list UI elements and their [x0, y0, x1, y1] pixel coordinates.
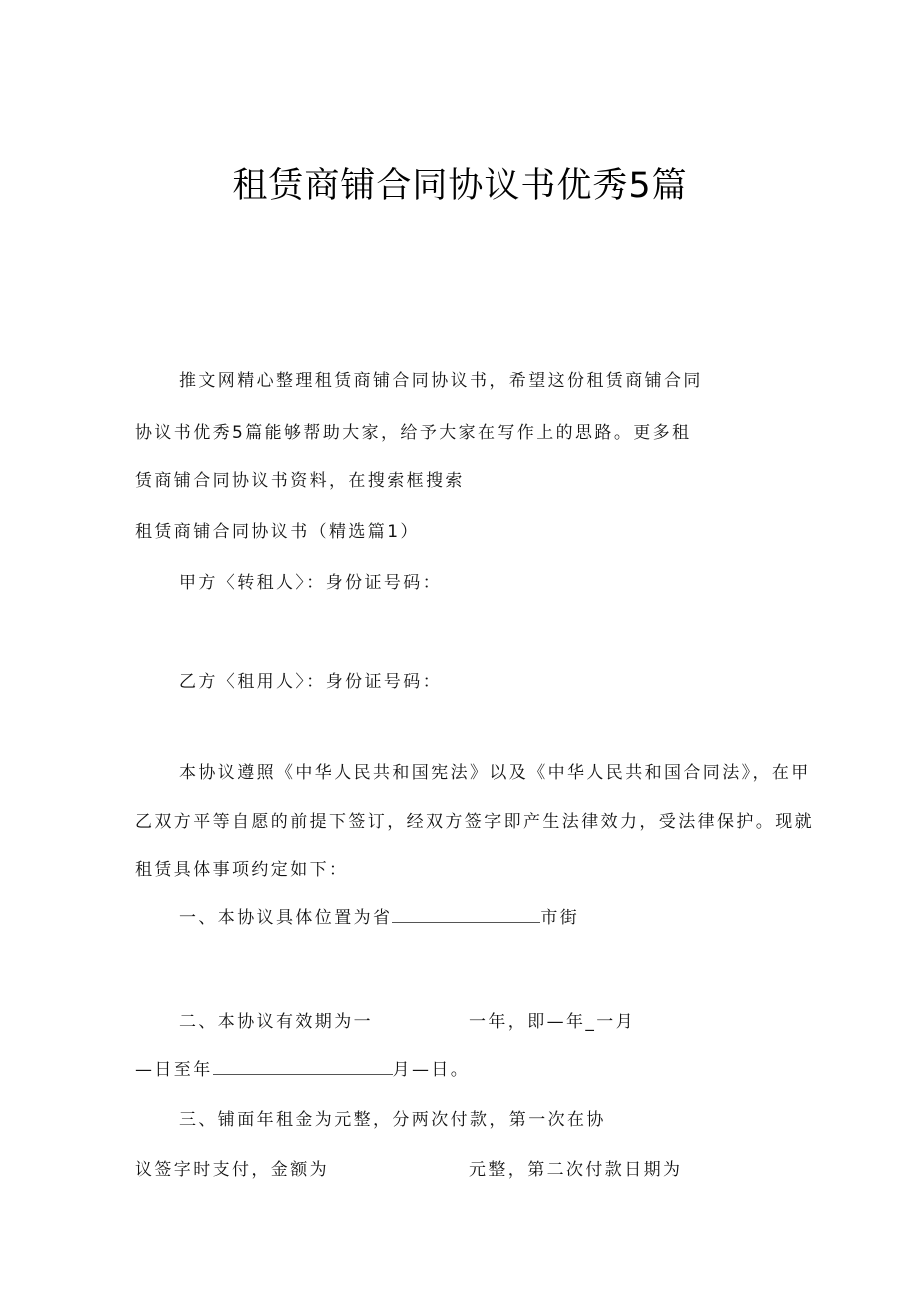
preamble-line-3: 租赁具体事项约定如下：	[135, 860, 349, 880]
clause-3-line-2	[135, 1158, 682, 1182]
clause-2-part-1: 二、本协议有效期为一	[179, 1012, 373, 1032]
preamble-line-2: 乙双方平等自愿的前提下签订，经双方签字即产生法律效力，受法律保护。现就	[135, 812, 814, 832]
clause-1-text-before: 一、本协议具体位置为省	[179, 908, 393, 928]
intro-line-3: 赁商铺合同协议书资料，在搜索框搜索	[135, 471, 465, 491]
clause-2-line-2-before: —日至年	[135, 1060, 213, 1080]
document-title: 租赁商铺合同协议书优秀5篇	[232, 166, 688, 206]
preamble-line-1: 本协议遵照《中华人民共和国宪法》以及《中华人民共和国合同法》，在甲	[179, 763, 811, 783]
clause-3-line-1: 三、铺面年租金为元整，分两次付款，第一次在协	[179, 1110, 606, 1130]
clause-1-text-after: 市街	[540, 908, 580, 928]
clause-2-line-2-after: 月—日。	[392, 1060, 471, 1080]
intro-line-1: 推文网精心整理租赁商铺合同协议书，希望这份租赁商铺合同	[179, 371, 703, 391]
intro-line-2: 协议书优秀5篇能够帮助大家，给予大家在写作上的思路。更多租	[135, 423, 692, 443]
clause-3-line-2-after: 元整，第二次付款日期为	[469, 1160, 683, 1180]
clause-2-line-2	[135, 1058, 470, 1082]
blank-underline	[213, 1059, 393, 1075]
clause-2-part-2: 一年，即—年_一月	[469, 1012, 636, 1032]
clause-2-line-1	[179, 1010, 635, 1034]
blank-underline	[392, 907, 540, 923]
clause-1-line	[179, 906, 579, 930]
party-a-line: 甲方〈转租人〉：身份证号码：	[179, 573, 443, 593]
section-heading: 租赁商铺合同协议书（精选篇1）	[135, 522, 420, 542]
party-b-line: 乙方〈租用人〉：身份证号码：	[179, 672, 443, 692]
clause-3-line-2-before: 议签字时支付，金额为	[135, 1160, 329, 1180]
